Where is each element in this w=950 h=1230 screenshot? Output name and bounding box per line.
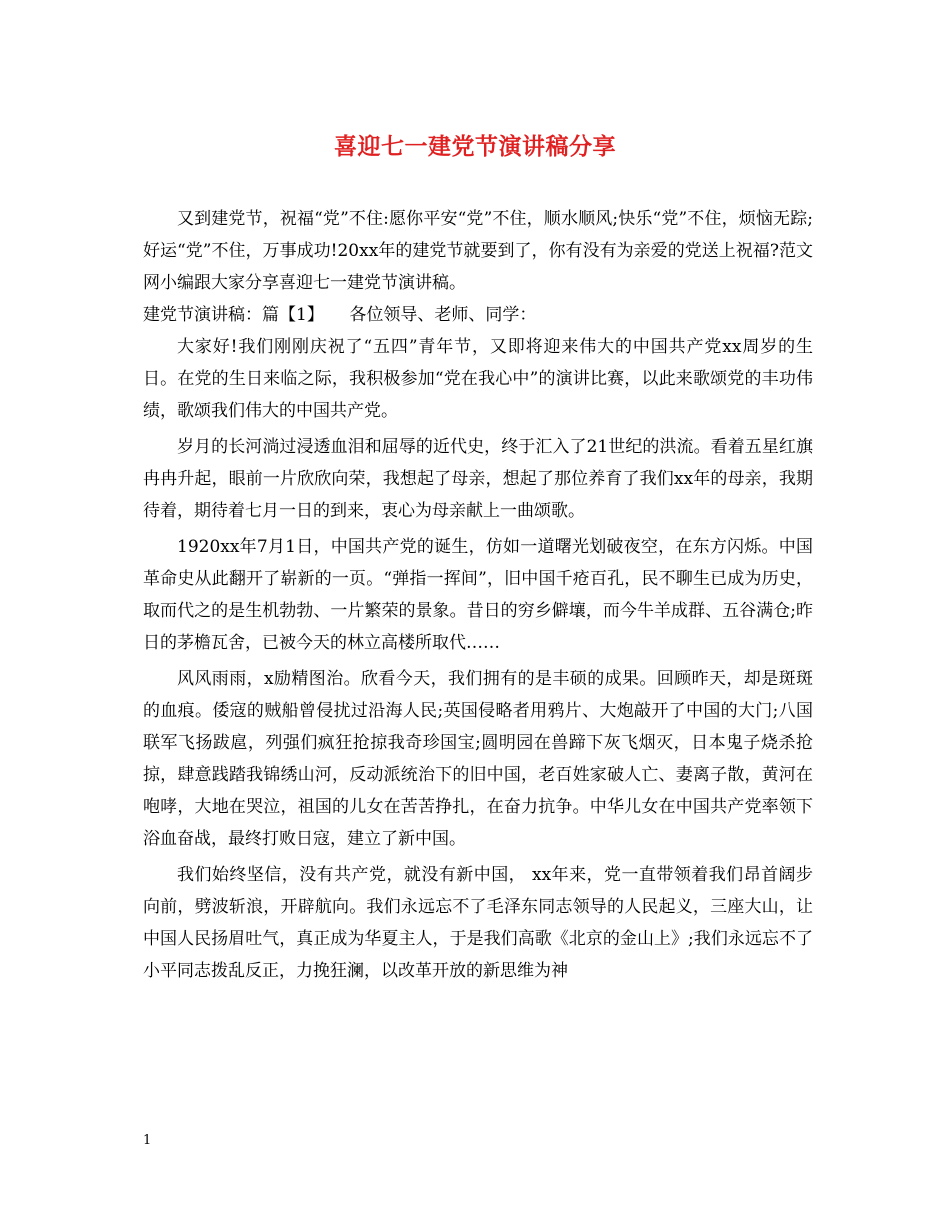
page-number: 1 — [143, 1133, 152, 1148]
paragraph-greeting: 大家好!我们刚刚庆祝了“五四”青年节，又即将迎来伟大的中国共产党xx周岁的生日。在党的生日来临之际，我积极参加“党在我心中”的演讲比赛，以此来歌颂党的丰功伟绩，歌颂我们伟大的中国共产党。 — [143, 337, 813, 421]
document-title: 喜迎七一建党节演讲稿分享 — [334, 133, 616, 160]
paragraph-struggle: 风风雨雨，x励精图治。欣看今天，我们拥有的是丰硕的成果。回顾昨天，却是斑斑的血痕。倭寇的贼船曾侵扰过沿海人民;英国侵略者用鸦片、大炮敲开了中国的大门;八国联军飞扬跋扈，列强们疯狂抢掠我奇珍国宝;圆明园在兽蹄下灰飞烟灭，日本鬼子烧杀抢掠，肆意践踏我锦绣山河，反动派统治下的旧中国，老百姓家破人亡、妻离子散，黄河在咆哮，大地在哭泣，祖国的儿女在苦苦挣扎，在奋力抗争。中华儿女在中国共产党率领下浴血奋战，最终打败日寇，建立了新中国。 — [143, 669, 813, 849]
paragraph-speech-heading: 建党节演讲稿：篇【1】 各位领导、老师、同学： — [143, 305, 537, 325]
paragraph-history: 岁月的长河淌过浸透血泪和屈辱的近代史，终于汇入了21世纪的洪流。看着五星红旗冉冉升起，眼前一片欣欣向荣，我想起了母亲，想起了那位养育了我们xx年的母亲，我期待着，期待着七月一日的到来，衷心为母亲献上一曲颂歌。 — [143, 437, 813, 521]
paragraph-intro: 又到建党节，祝福“党”不住:愿你平安“党”不住，顺水顺风;快乐“党”不住，烦恼无踪;好运“党”不住，万事成功!20xx年的建党节就要到了，你有没有为亲爱的党送上祝福?范文网小编跟大家分享喜迎七一建党节演讲稿。 — [143, 209, 813, 293]
paragraph-belief: 我们始终坚信，没有共产党，就没有新中国， xx年来，党一直带领着我们昂首阔步向前，劈波斩浪，开辟航向。我们永远忘不了毛泽东同志领导的人民起义，三座大山，让中国人民扬眉吐气，真正成为华夏主人，于是我们高歌《北京的金山上》;我们永远忘不了小平同志拨乱反正，力挽狂澜，以改革开放的新思维为神 — [143, 865, 813, 981]
document-body — [143, 203, 813, 987]
paragraph-founding: 1920xx年7月1日，中国共产党的诞生，仿如一道曙光划破夜空，在东方闪烁。中国革命史从此翻开了崭新的一页。“弹指一挥间”，旧中国千疮百孔，民不聊生已成为历史，取而代之的是生机勃勃、一片繁荣的景象。昔日的穷乡僻壤，而今牛羊成群、五谷满仓;昨日的茅檐瓦舍，已被今天的林立高楼所取代…… — [143, 537, 813, 653]
